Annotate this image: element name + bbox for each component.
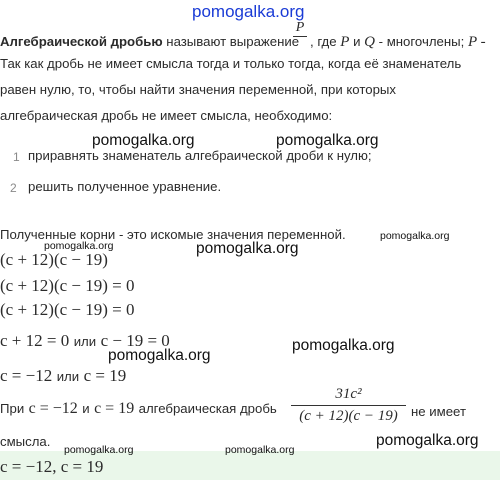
fraction-bar: [293, 36, 307, 37]
root-eq-a: c + 12 = 0: [0, 331, 70, 350]
watermark: pomogalka.org: [276, 132, 379, 149]
answer: c = −12, c = 19: [0, 457, 104, 476]
watermark: pomogalka.org: [376, 432, 479, 449]
step-text: приравнять знаменатель алгебраической дроби к нулю;: [28, 148, 372, 163]
watermark: pomogalka.org: [108, 347, 211, 364]
root-b: c = 19: [83, 366, 127, 385]
intro-line-1-tail: [310, 34, 486, 51]
watermark-top: pomogalka.org: [192, 2, 305, 21]
equation-2: (c + 12)(c − 19) = 0: [0, 276, 135, 295]
conclusion-fraction: [291, 385, 406, 426]
root-eq-b: c − 19 = 0: [100, 331, 170, 350]
var-p-2: P -: [467, 34, 486, 50]
intro-line-4: алгебраическая дробь не имеет смысла, необходимо:: [0, 108, 333, 123]
intro-where: , где: [310, 34, 337, 49]
conclusion-and: и: [82, 401, 90, 416]
watermark: pomogalka.org: [225, 444, 295, 456]
or-text: или: [56, 369, 80, 384]
watermark: pomogalka.org: [196, 240, 299, 257]
or-text: или: [73, 334, 97, 349]
fraction-numerator: P: [295, 20, 305, 35]
fraction-bar: [291, 405, 406, 406]
value-2: c = 19: [94, 400, 135, 417]
conclusion-at: При: [0, 401, 25, 416]
step-number: 2: [10, 181, 17, 195]
conclusion-line-1: [0, 400, 277, 418]
fraction-numerator: 31c²: [335, 386, 362, 402]
watermark: pomogalka.org: [92, 132, 195, 149]
root-a: c = −12: [0, 366, 53, 385]
step-number: 1: [13, 150, 20, 164]
var-q: Q: [364, 34, 375, 50]
value-1: c = −12: [28, 400, 78, 417]
intro-line-2: Так как дробь не имеет смысла тогда и только тогда, когда её знаменатель: [0, 56, 462, 71]
intro-text: называют выражение: [166, 34, 300, 49]
conclusion-mid: алгебраическая дробь: [138, 401, 277, 416]
equation-3: (c + 12)(c − 19) = 0: [0, 300, 135, 319]
equation-5: [0, 366, 126, 386]
conclusion-tail: не имеет: [411, 404, 466, 419]
intro-line-3: равен нулю, то, чтобы найти значения переменной, при которых: [0, 82, 396, 97]
intro-polynomials: - многочлены;: [378, 34, 465, 49]
roots-text: Полученные корни - это искомые значения переменной.: [0, 227, 346, 242]
watermark: pomogalka.org: [380, 230, 450, 242]
fraction-denominator: (c + 12)(c − 19): [299, 408, 398, 424]
watermark: pomogalka.org: [292, 337, 395, 354]
step-text: решить полученное уравнение.: [28, 179, 222, 194]
intro-line-1: [0, 34, 299, 49]
var-p: P: [340, 34, 350, 50]
equation-1: (c + 12)(c − 19): [0, 250, 108, 269]
intro-and: и: [353, 34, 361, 49]
term-bold: Алгебраической дробью: [0, 34, 163, 49]
watermark: pomogalka.org: [44, 240, 114, 252]
watermark: pomogalka.org: [64, 444, 134, 456]
intro-fraction: [293, 20, 307, 53]
conclusion-line-2: смысла.: [0, 434, 51, 449]
